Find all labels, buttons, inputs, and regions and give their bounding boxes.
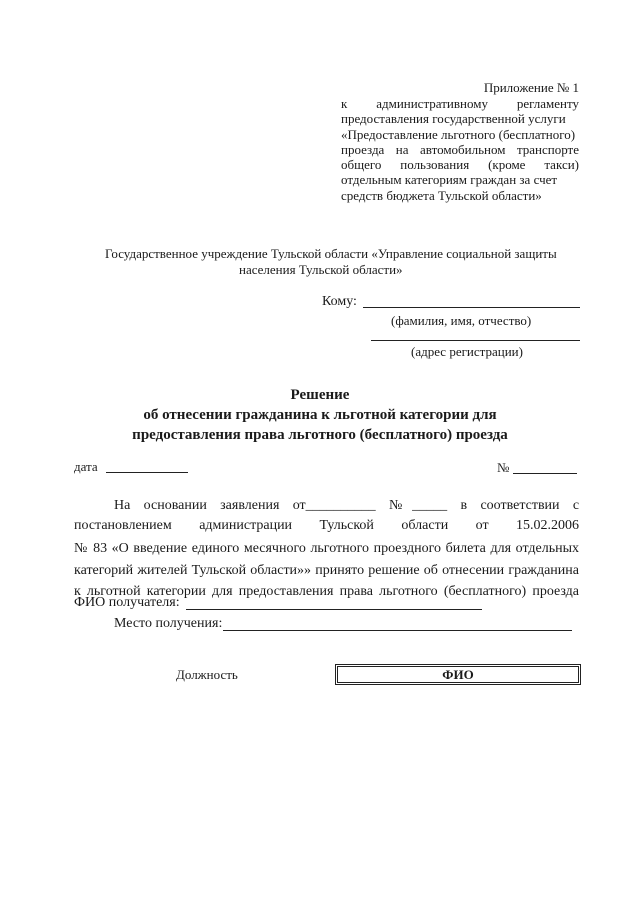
appendix-word: регламенту — [516, 96, 579, 111]
recipient-name-line[interactable] — [363, 307, 580, 308]
appendix-word: (кроме — [488, 157, 526, 172]
appendix-line-7: средств бюджета Тульской области» — [341, 188, 542, 203]
body-word: области — [401, 518, 449, 533]
decision-subtitle-1: об отнесении гражданина к льготной категории для — [143, 407, 497, 423]
body-word: от__________ — [292, 498, 376, 513]
recipient-fio-line[interactable] — [186, 609, 482, 610]
body-word: в — [460, 498, 468, 513]
body-word: соответствии — [480, 498, 560, 513]
appendix-word: общего — [341, 157, 382, 172]
decision-subtitle-2: предоставления права льготного (бесплатного) проезда — [132, 427, 508, 443]
to-label: Кому: — [322, 294, 357, 309]
decision-title: Решение — [290, 387, 350, 403]
body-word: администрации — [199, 518, 293, 533]
appendix-word: проезда — [341, 142, 385, 157]
recipient-address-line[interactable] — [371, 340, 580, 341]
name-caption: (фамилия, имя, отчество) — [391, 313, 532, 328]
body-word: №_____ — [388, 498, 448, 513]
body-word: заявления — [220, 498, 280, 513]
appendix-line-5 — [341, 157, 579, 173]
address-caption: (адрес регистрации) — [411, 344, 523, 359]
fio-label: ФИО — [442, 667, 474, 682]
body-line-1 — [114, 498, 579, 514]
place-line[interactable] — [223, 630, 572, 631]
appendix-line-1 — [341, 96, 579, 112]
appendix-word: транспорте — [516, 142, 580, 157]
position-label: Должность — [176, 667, 238, 682]
place-label: Место получения: — [114, 616, 223, 631]
date-line[interactable] — [106, 472, 188, 473]
body-word: 15.02.2006 — [516, 518, 580, 533]
number-line[interactable] — [513, 473, 577, 474]
appendix-line-6: отдельным категориям граждан за счет — [341, 172, 558, 187]
body-word: с — [572, 498, 580, 513]
body-word: от — [475, 518, 489, 533]
body-word: Тульской — [319, 518, 374, 533]
fio-box — [337, 666, 579, 683]
body-word: На — [114, 498, 131, 513]
appendix-line-3: «Предоставление льготного (бесплатного) — [341, 127, 576, 142]
body-line-5: к льготной категории для предоставления права льготного (бесплатного) проезда — [74, 584, 579, 599]
appendix-word: на — [395, 142, 409, 157]
body-word: постановлением — [74, 518, 172, 533]
body-line-4: категорий жителей Тульской области»» принято решение об отнесении гражданина — [74, 563, 579, 578]
institution-line-1: Государственное учреждение Тульской области «Управление социальной защиты — [105, 246, 557, 261]
institution-line-2: населения Тульской области» — [239, 262, 403, 277]
appendix-word: административному — [376, 96, 488, 111]
body-line-2 — [74, 518, 579, 534]
appendix-title: Приложение № 1 — [483, 80, 579, 95]
date-label: дата — [74, 459, 98, 474]
body-line-3: № 83 «О введение единого месячного льготного проездного билета для отдельных — [74, 541, 579, 556]
appendix-word: пользования — [400, 157, 470, 172]
recipient-fio-label: ФИО получателя: — [74, 595, 180, 610]
appendix-word: к — [341, 96, 348, 111]
appendix-word: такси) — [544, 157, 580, 172]
number-label: № — [497, 460, 510, 475]
appendix-line-4 — [341, 142, 579, 158]
appendix-word: автомобильном — [419, 142, 506, 157]
appendix-line-2: предоставления государственной услуги — [341, 111, 566, 126]
body-word: основании — [143, 498, 207, 513]
